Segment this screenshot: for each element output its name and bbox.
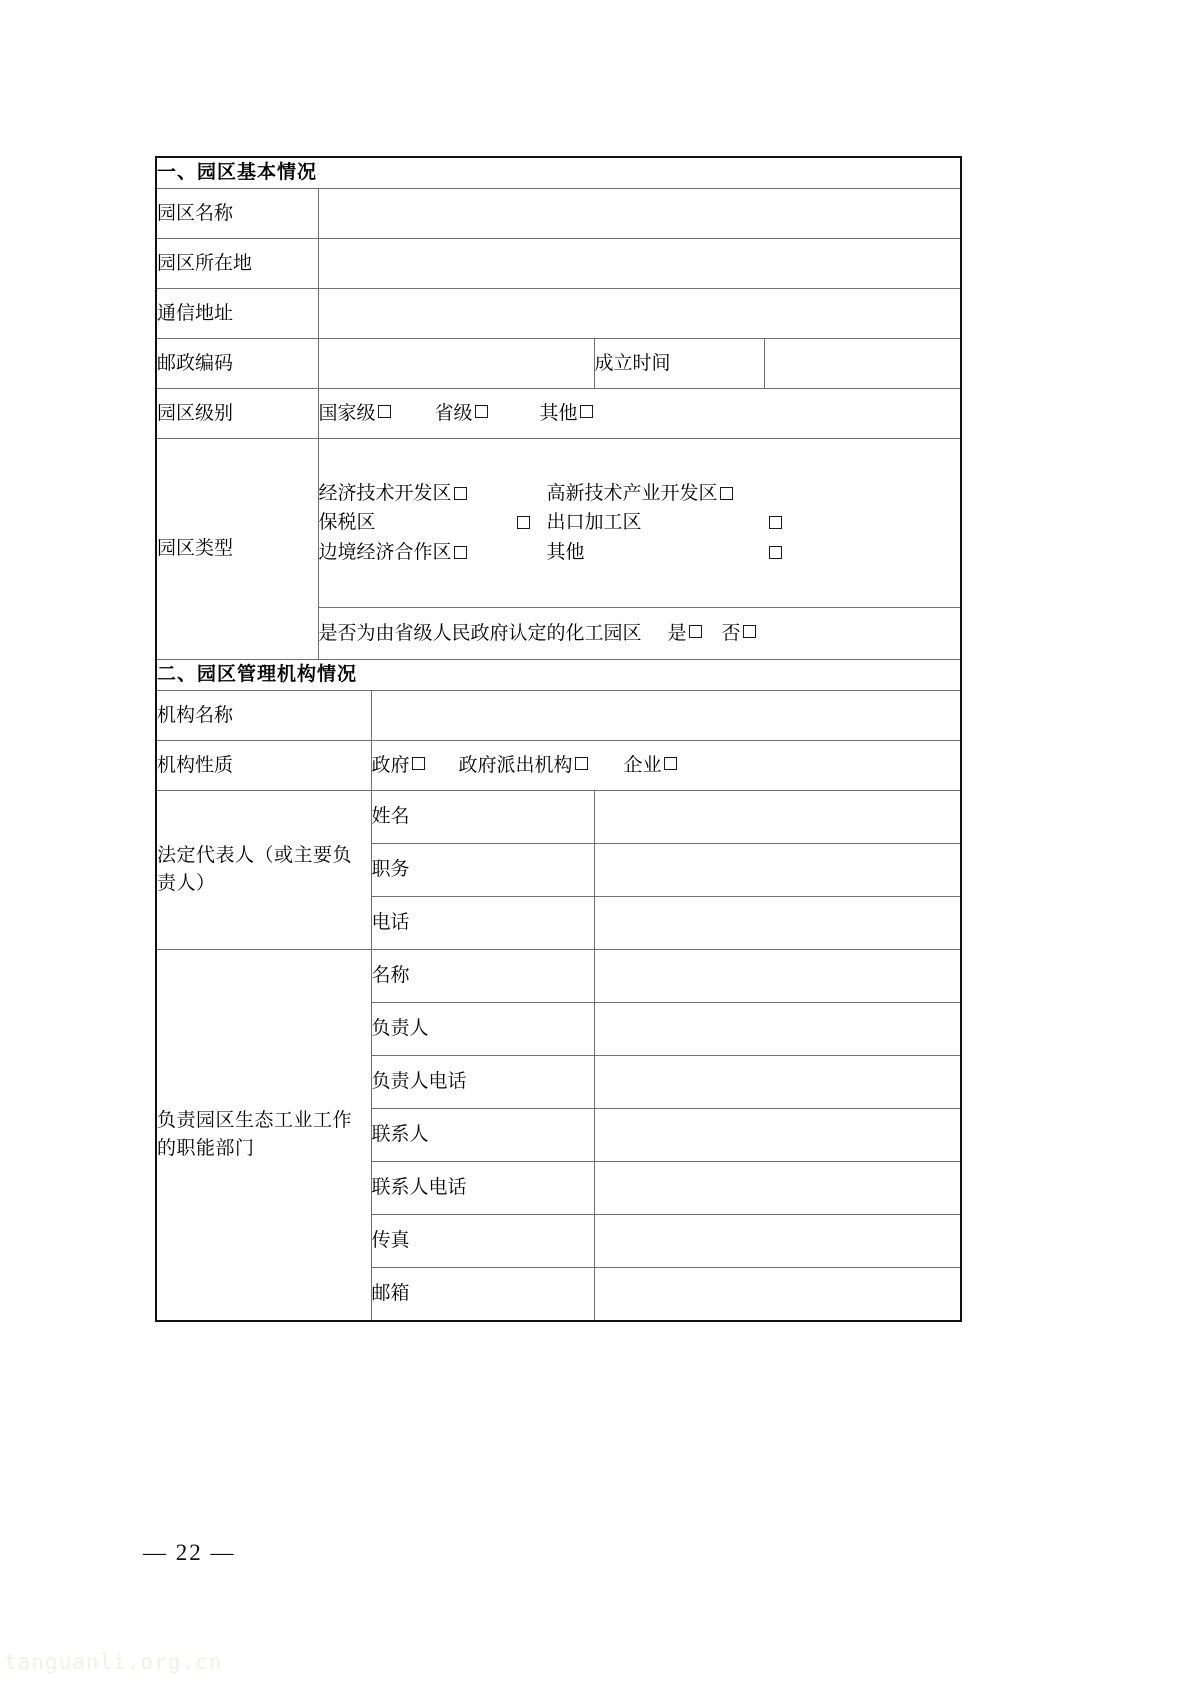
option-type-export-processing[interactable] [547,509,961,537]
checkbox-icon[interactable] [720,487,733,500]
option-park-level-provincial[interactable] [435,400,488,428]
option-label: 政府派出机构 [458,754,573,776]
label-park-type: 园区类型 [156,439,318,660]
option-type-high-tech[interactable] [547,480,961,508]
option-label: 其他 [539,402,578,424]
option-chemical-yes[interactable] [668,623,702,644]
checkbox-icon[interactable] [580,405,593,418]
label-eco-dept-head-phone: 负责人电话 [371,1056,594,1109]
label-eco-dept-email: 邮箱 [371,1268,594,1321]
option-label: 企业 [623,754,662,776]
label-park-location: 园区所在地 [156,239,318,289]
option-type-other[interactable] [547,539,961,567]
option-label: 经济技术开发区 [318,482,452,504]
option-org-nature-government[interactable] [372,752,425,780]
label-park-name: 园区名称 [156,189,318,239]
option-label: 其他 [546,541,585,563]
label-org-nature: 机构性质 [156,741,371,791]
label-mailing-address: 通信地址 [156,289,318,339]
checkbox-icon[interactable] [689,625,702,638]
option-org-nature-dispatched[interactable] [459,752,588,780]
option-label: 出口加工区 [546,512,642,534]
option-label: 是 [667,622,687,644]
option-label: 边境经济合作区 [318,541,452,563]
org-nature-options [371,741,961,791]
park-type-options [318,439,961,608]
page-number: — 22 — [143,1540,236,1565]
field-eco-dept-head[interactable] [594,1003,961,1056]
section-heading-row [156,660,961,691]
site-watermark: tanguanli.org.cn [4,1650,223,1674]
table-row-org-name [156,691,961,741]
field-park-name[interactable] [318,189,961,239]
option-park-level-national[interactable] [319,400,391,428]
option-label: 否 [721,622,741,644]
checkbox-icon[interactable] [475,405,488,418]
section-2-heading: 二、园区管理机构情况 [156,660,961,691]
table-row-org-nature [156,741,961,791]
field-eco-dept-fax[interactable] [594,1215,961,1268]
field-eco-dept-contact-phone[interactable] [594,1162,961,1215]
option-park-level-other[interactable] [540,400,593,428]
option-label: 高新技术产业开发区 [546,482,718,504]
field-mailing-address[interactable] [318,289,961,339]
field-legal-rep-name[interactable] [594,791,961,844]
field-established-time[interactable] [764,339,961,389]
label-eco-dept-name: 名称 [371,950,594,1003]
label-eco-dept-contact: 联系人 [371,1109,594,1162]
option-label: 保税区 [318,512,376,534]
label-legal-rep-phone: 电话 [371,897,594,950]
field-eco-dept-head-phone[interactable] [594,1056,961,1109]
field-legal-rep-title[interactable] [594,844,961,897]
checkbox-icon[interactable] [454,546,467,559]
label-eco-industry-department: 负责园区生态工业工作的职能部门 [156,950,371,1321]
checkbox-icon[interactable] [769,546,782,559]
label-eco-dept-fax: 传真 [371,1215,594,1268]
label-legal-rep-name: 姓名 [371,791,594,844]
table-row-legal-rep-name [156,791,961,844]
option-label: 政府 [371,754,410,776]
option-chemical-no[interactable] [722,623,756,644]
checkbox-icon[interactable] [664,757,677,770]
checkbox-icon[interactable] [769,516,782,529]
field-park-location[interactable] [318,239,961,289]
chemical-park-question [318,608,961,660]
label-eco-dept-head: 负责人 [371,1003,594,1056]
option-type-border-cooperation[interactable] [319,539,547,567]
checkbox-icon[interactable] [412,757,425,770]
option-label: 省级 [434,402,473,424]
park-level-options [318,389,961,439]
label-eco-dept-contact-phone: 联系人电话 [371,1162,594,1215]
chemical-park-question-text: 是否为由省级人民政府认定的化工园区 [318,622,642,644]
section-heading-row [156,157,961,189]
table-row-park-level [156,389,961,439]
checkbox-icon[interactable] [575,757,588,770]
park-registration-form [155,156,962,1322]
checkbox-icon[interactable] [517,516,530,529]
label-established-time: 成立时间 [594,339,764,389]
option-label: 国家级 [318,402,376,424]
section-1-heading: 一、园区基本情况 [156,157,961,189]
table-row-eco-dept-name [156,950,961,1003]
option-type-bonded-zone[interactable] [319,509,547,537]
field-postal-code[interactable] [318,339,594,389]
checkbox-icon[interactable] [743,625,756,638]
checkbox-icon[interactable] [454,487,467,500]
field-org-name[interactable] [371,691,961,741]
checkbox-icon[interactable] [378,405,391,418]
table-row-park-name [156,189,961,239]
label-legal-representative: 法定代表人（或主要负责人） [156,791,371,950]
option-org-nature-enterprise[interactable] [624,752,677,780]
label-postal-code: 邮政编码 [156,339,318,389]
table-row-postal-and-date [156,339,961,389]
option-type-economic-development[interactable] [319,480,547,508]
label-legal-rep-title: 职务 [371,844,594,897]
table-row-park-type [156,439,961,608]
field-eco-dept-email[interactable] [594,1268,961,1321]
table-row-mailing-address [156,289,961,339]
field-eco-dept-contact[interactable] [594,1109,961,1162]
field-legal-rep-phone[interactable] [594,897,961,950]
field-eco-dept-name[interactable] [594,950,961,1003]
table-row-park-location [156,239,961,289]
label-park-level: 园区级别 [156,389,318,439]
label-org-name: 机构名称 [156,691,371,741]
